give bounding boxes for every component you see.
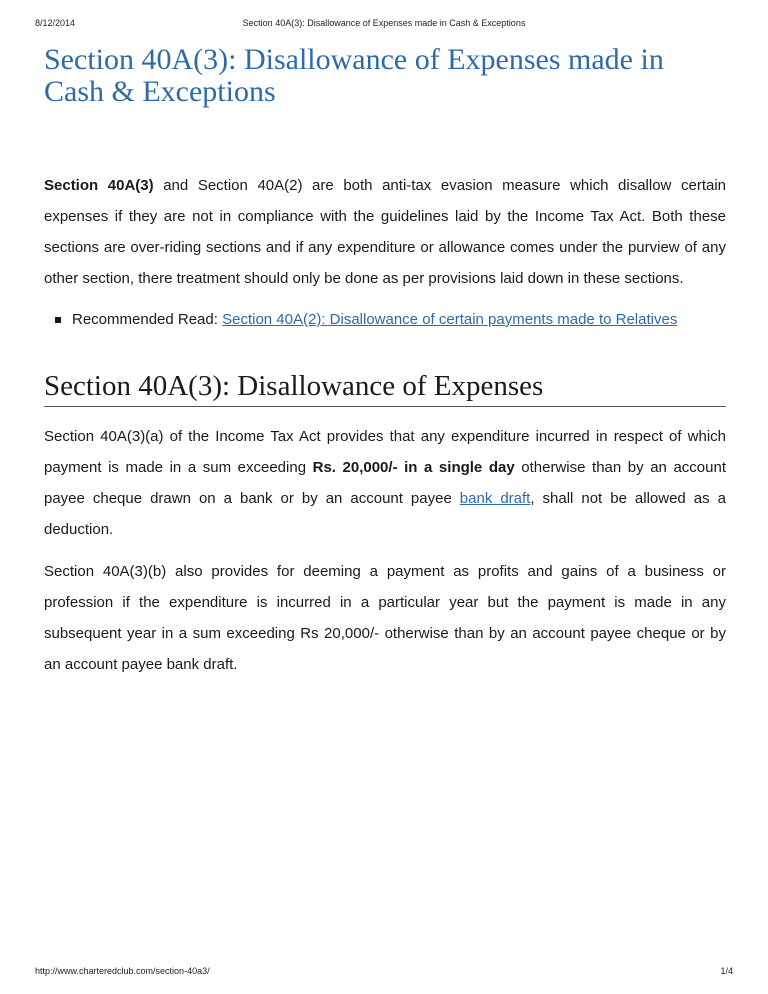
intro-text: and Section 40A(2) are both anti-tax evasion measure which disallow certain expenses if they are not in compliance with the guidelines laid by the Income Tax Act. Both these sections are over-riding sections and if any expenditure or allowance comes under the purview of any other section, there treatment should only be done as per provisions laid down in these sections. [44, 177, 726, 287]
article [44, 44, 726, 680]
recommended-read-item [44, 310, 726, 330]
section-paragraph-b: Section 40A(3)(b) also provides for deeming a payment as profits and gains of a business or profession if the expenditure is incurred in a particular year but the payment is made in any subsequent year in a sum exceeding Rs 20,000/- otherwise than by an account payee cheque or by an account payee bank draft. [44, 563, 726, 673]
bullet-square-icon [55, 317, 61, 323]
bank-draft-link[interactable]: bank draft [459, 490, 531, 507]
recommended-link[interactable]: Section 40A(2): Disallowance of certain payments made to Relatives [222, 311, 678, 328]
para-a-text-1: Section 40A(3)(a) of the Income Tax Act provides that any expenditure incurred in respect of which payment is made in a sum exceeding [44, 428, 726, 476]
print-url: http://www.charteredclub.com/section-40a3/ [35, 966, 210, 976]
print-footer [35, 966, 733, 980]
print-header [35, 18, 733, 32]
print-date: 8/12/2014 [35, 18, 76, 28]
para-a-bold-amount: Rs. 20,000/- in a single day [312, 459, 515, 476]
section-paragraph-a [44, 421, 726, 545]
recommended-label: Recommended Read: [72, 311, 223, 328]
article-title: Section 40A(3): Disallowance of Expenses made in Cash & Exceptions [44, 43, 664, 108]
intro-paragraph [44, 170, 726, 294]
section-heading: Section 40A(3): Disallowance of Expenses [44, 369, 726, 407]
para-a-text-3: , shall not be allowed as a deduction. [44, 490, 726, 538]
intro-bold-lead: Section 40A(3) [44, 177, 154, 194]
page-number: 1/4 [720, 966, 733, 976]
print-page-title: Section 40A(3): Disallowance of Expenses made in Cash & Exceptions [242, 18, 526, 28]
para-a-text-2: otherwise than by an account payee cheque drawn on a bank or by an account payee [44, 459, 726, 507]
